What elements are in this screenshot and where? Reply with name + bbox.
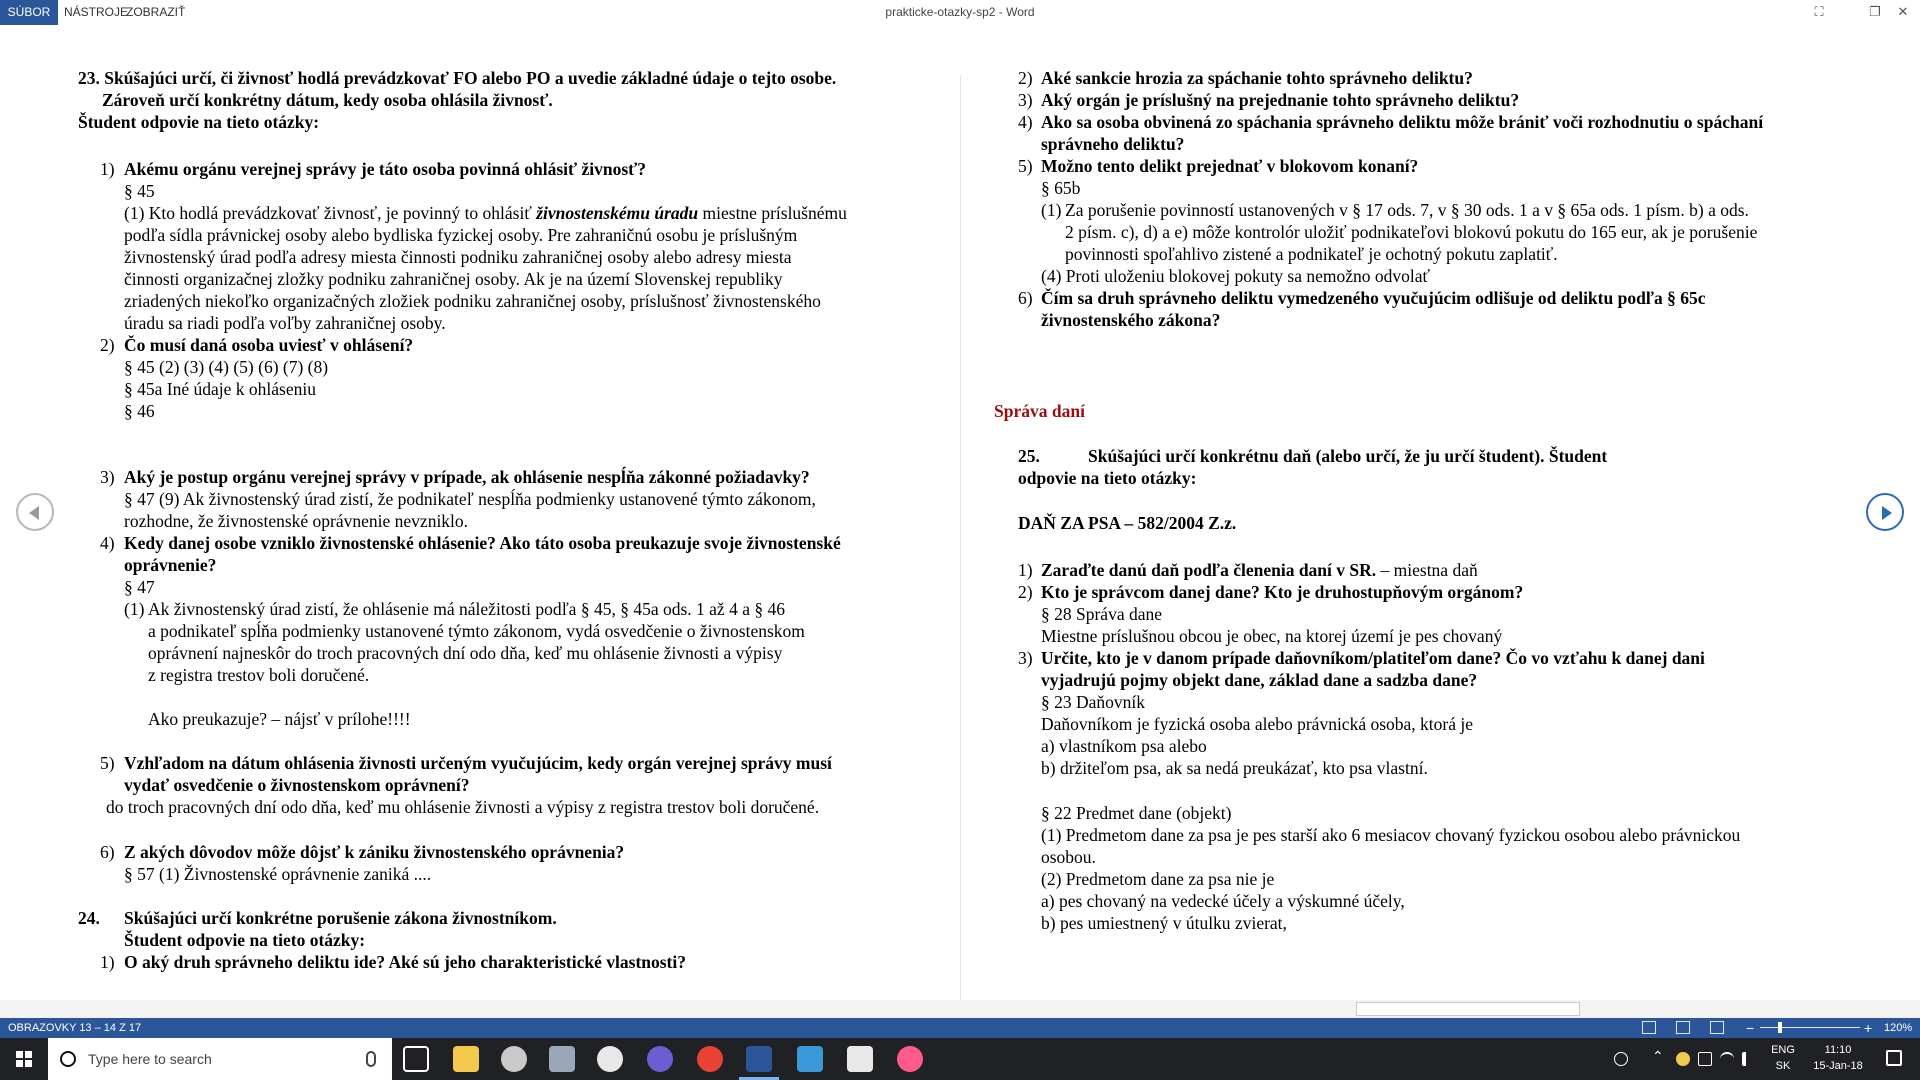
- student-answers-label: Študent odpovie na tieto otázky:: [124, 930, 366, 950]
- status-bar: [0, 1018, 1920, 1038]
- zoom-out-icon[interactable]: −: [1746, 1020, 1755, 1036]
- scrollbar-thumb[interactable]: [1356, 1002, 1580, 1016]
- item-number: 5): [1018, 156, 1033, 176]
- clock[interactable]: 11:10 15-Jan-18: [1813, 1044, 1863, 1072]
- screen-count: OBRAZOVKY 13 – 14 Z 17: [8, 1022, 142, 1034]
- answer-text: úradu sa riadi podľa voľby zahraničnej osoby.: [124, 313, 446, 333]
- question-25-number: 25.: [1018, 446, 1040, 466]
- file-explorer-icon[interactable]: [453, 1046, 479, 1072]
- question-text: Kto je správcom danej dane? Kto je druhostupňovým orgánom?: [1041, 582, 1524, 602]
- question-text: Ako sa osoba obvinená zo spáchania správneho deliktu môže brániť voči rozhodnutiu o spáchaní: [1041, 112, 1764, 132]
- mail-icon[interactable]: [847, 1046, 873, 1072]
- answer-text: oprávnení najneskôr do troch pracovných dní odo dňa, keď mu ohlásenie živnosti a výpisy: [148, 643, 783, 663]
- paragraph-ref: § 65b: [1041, 178, 1081, 198]
- item-number: 3): [1018, 648, 1033, 668]
- question-text: Vzhľadom na dátum ohlásenia živnosti určeným vyučujúcim, kedy orgán verejnej správy musí: [124, 753, 832, 773]
- question-text: Akému orgánu verejnej správy je táto osoba povinná ohlásiť živnosť?: [124, 159, 647, 179]
- menu-tools[interactable]: NÁSTROJE: [64, 5, 129, 19]
- answer-text: živnostenský úrad podľa adresy miesta činnosti podniku zahraničnej osoby alebo adresy miesta: [124, 247, 792, 267]
- menu-file[interactable]: SÚBOR: [0, 0, 58, 25]
- paragraph-ref: § 22 Predmet dane (objekt): [1041, 803, 1232, 823]
- cortana-icon: [60, 1051, 76, 1067]
- start-button[interactable]: [0, 1038, 48, 1080]
- question-text: Zaraďte danú daň podľa členenia daní v SR. – miestna daň: [1041, 560, 1478, 580]
- question-text: Z akých dôvodov môže dôjsť k zániku živnostenského oprávnenia?: [124, 842, 625, 862]
- app-icon[interactable]: [501, 1046, 527, 1072]
- chevron-up-icon[interactable]: ⌃: [1652, 1048, 1664, 1064]
- next-page-button[interactable]: [1866, 493, 1904, 531]
- word-icon[interactable]: [746, 1046, 772, 1072]
- item-number: 4): [100, 533, 115, 553]
- chrome-icon[interactable]: [697, 1046, 723, 1072]
- item-number: 1): [100, 952, 115, 972]
- question-text: správneho deliktu?: [1041, 134, 1185, 154]
- horizontal-scrollbar[interactable]: [0, 1000, 1920, 1018]
- answer-text: Ak živnostenský úrad zistí, že ohlásenie má náležitosti podľa § 45, § 45a ods. 1 až 4 a § 46: [148, 599, 785, 619]
- zoom-level[interactable]: 120%: [1884, 1022, 1913, 1034]
- paragraph-ref: § 23 Daňovník: [1041, 692, 1146, 712]
- question-24-heading: Skúšajúci určí konkrétne porušenie zákona živnostníkom.: [124, 908, 557, 928]
- item-number: 5): [100, 753, 115, 773]
- answer-text: b) pes umiestnený v útulku zvierat,: [1041, 913, 1287, 933]
- answer-text: do troch pracovných dní odo dňa, keď mu ohlásenie živnosti a výpisy z registra trestov boli doručené.: [106, 797, 820, 817]
- app-icon[interactable]: [549, 1046, 575, 1072]
- answer-text: b) držiteľom psa, ak sa nedá preukázať, kto psa vlastní.: [1041, 758, 1428, 778]
- question-text: vydať osvedčenie o živnostenskom oprávnení?: [124, 775, 470, 795]
- question-text: Kedy danej osobe vzniklo živnostenské ohlásenie? Ako táto osoba preukazuje svoje živnostenské: [124, 533, 841, 553]
- answer-text: a podnikateľ spĺňa podmienky ustanovené týmto zákonom, vydá osvedčenie o živnostenskom: [148, 621, 805, 641]
- search-placeholder: Type here to search: [88, 1051, 212, 1067]
- restore-window-icon[interactable]: ❐: [1869, 4, 1881, 19]
- answer-text: § 47 (9) Ak živnostenský úrad zistí, že podnikateľ nespĺňa podmienky ustanovené týmto zákonom,: [124, 489, 816, 509]
- item-number: 1): [100, 159, 115, 179]
- taskbar: [0, 1038, 1920, 1080]
- item-number: 2): [1018, 68, 1033, 88]
- zoom-slider-handle[interactable]: [1778, 1022, 1782, 1033]
- subitem-number: (1): [124, 599, 145, 619]
- app-icon[interactable]: [797, 1046, 823, 1072]
- chevron-right-icon: [1882, 506, 1892, 520]
- paragraph-ref: § 28 Správa dane: [1041, 604, 1163, 624]
- answer-text: (4) Proti uloženiu blokovej pokuty sa nemožno odvolať: [1041, 266, 1431, 286]
- section-heading: Správa daní: [994, 401, 1085, 421]
- chevron-left-icon: [29, 506, 39, 520]
- question-text: oprávnenie?: [124, 555, 217, 575]
- read-mode-icon[interactable]: [1642, 1021, 1656, 1034]
- question-23-heading-cont: Zároveň určí konkrétny dátum, kedy osoba ohlásila živnosť.: [102, 90, 553, 110]
- battery-icon[interactable]: [1698, 1052, 1712, 1066]
- windows-icon: [16, 1051, 32, 1067]
- question-text: Čím sa druh správneho deliktu vymedzeného vyučujúcim odlišuje od deliktu podľa § 65c: [1041, 288, 1706, 308]
- question-text: Aký je postup orgánu verejnej správy v prípade, ak ohlásenie nespĺňa zákonné požiadavky?: [124, 467, 810, 487]
- note-text: Ako preukazuje? – nájsť v prílohe!!!!: [148, 709, 411, 729]
- item-number: 3): [1018, 90, 1033, 110]
- itunes-icon[interactable]: [897, 1046, 923, 1072]
- item-number: 1): [1018, 560, 1033, 580]
- task-view-icon[interactable]: [403, 1046, 429, 1072]
- item-number: 2): [100, 335, 115, 355]
- people-icon[interactable]: [1614, 1052, 1628, 1066]
- question-text: Aké sankcie hrozia za spáchanie tohto správneho deliktu?: [1041, 68, 1473, 88]
- question-text: Určite, kto je v danom prípade daňovníkom/platiteľom dane? Čo vo vzťahu k danej dani: [1041, 648, 1705, 668]
- question-24-number: 24.: [78, 908, 100, 928]
- subitem-number: (1): [1041, 200, 1062, 220]
- item-number: 3): [100, 467, 115, 487]
- language-indicator[interactable]: ENG SK: [1771, 1044, 1795, 1072]
- zoom-in-icon[interactable]: +: [1864, 1020, 1873, 1036]
- volume-icon[interactable]: [1742, 1052, 1756, 1066]
- answer-text: Miestne príslušnou obcou je obec, na ktorej území je pes chovaný: [1041, 626, 1503, 646]
- answer-text: a) vlastníkom psa alebo: [1041, 736, 1207, 756]
- microphone-icon[interactable]: [366, 1051, 376, 1067]
- print-layout-icon[interactable]: [1676, 1021, 1690, 1034]
- tray-app-icon[interactable]: [1676, 1052, 1690, 1066]
- answer-text: Daňovníkom je fyzická osoba alebo právnická osoba, ktorá je: [1041, 714, 1474, 734]
- title-bar: [0, 0, 1920, 25]
- paragraph-ref: § 45 (2) (3) (4) (5) (6) (7) (8): [124, 357, 329, 377]
- question-23-heading: 23. Skúšajúci určí, či živnosť hodlá prevádzkovať FO alebo PO a uvedie základné údaje o tejto osobe.: [78, 68, 837, 88]
- paragraph-ref: § 46: [124, 401, 155, 421]
- answer-text: rozhodne, že živnostenské oprávnenie nevzniklo.: [124, 511, 469, 531]
- student-answers-label: odpovie na tieto otázky:: [1018, 468, 1197, 488]
- app-icon[interactable]: [647, 1046, 673, 1072]
- fullscreen-icon[interactable]: ⛶: [1814, 4, 1824, 19]
- item-number: 4): [1018, 112, 1033, 132]
- zoom-slider[interactable]: [1760, 1027, 1860, 1028]
- answer-text: podľa sídla právnickej osoby alebo bydliska fyzickej osoby. Pre zahraničnú osobu je príslušným: [124, 225, 798, 245]
- item-number: 6): [1018, 288, 1033, 308]
- question-text: Čo musí daná osoba uviesť v ohlásení?: [124, 335, 414, 355]
- taskbar-search[interactable]: [48, 1038, 392, 1080]
- steam-icon[interactable]: [597, 1046, 623, 1072]
- answer-text: (1) Kto hodlá prevádzkovať živnosť, je povinný to ohlásiť živnostenskému úradu miestne príslušnému: [124, 203, 847, 223]
- answer-text: a) pes chovaný na vedecké účely a výskumné účely,: [1041, 891, 1405, 911]
- question-25-heading: Skúšajúci určí konkrétnu daň (alebo určí, že ju určí študent). Študent: [1088, 446, 1608, 466]
- tax-title: DAŇ ZA PSA – 582/2004 Z.z.: [1018, 513, 1237, 533]
- notification-icon[interactable]: [1886, 1050, 1902, 1066]
- answer-text: Za porušenie povinností ustanovených v § 17 ods. 7, v § 30 ods. 1 a v § 65a ods. 1 písm. b) a ods.: [1065, 200, 1749, 220]
- column-divider: [960, 75, 961, 1000]
- answer-text: zriadených niekoľko organizačných zložiek podniku zahraničnej osoby, príslušnosť živnostenského: [124, 291, 821, 311]
- student-answers-label: Študent odpovie na tieto otázky:: [78, 112, 320, 132]
- answer-text: činnosti organizačnej zložky podniku zahraničnej osoby. Ak je na území Slovenskej republiky: [124, 269, 783, 289]
- question-text: živnostenského zákona?: [1041, 310, 1221, 330]
- paragraph-ref: § 45a Iné údaje k ohláseniu: [124, 379, 316, 399]
- menu-view[interactable]: ZOBRAZIŤ: [126, 5, 186, 19]
- question-text: O aký druh správneho deliktu ide? Aké sú jeho charakteristické vlastnosti?: [124, 952, 686, 972]
- document-page: [0, 25, 1920, 1000]
- web-layout-icon[interactable]: [1710, 1021, 1724, 1034]
- paragraph-ref: § 47: [124, 577, 155, 597]
- paragraph-ref: § 45: [124, 181, 155, 201]
- answer-text: (2) Predmetom dane za psa nie je: [1041, 869, 1275, 889]
- question-text: Aký orgán je príslušný na prejednanie tohto správneho deliktu?: [1041, 90, 1520, 110]
- answer-text: povinnosti spoľahlivo zistené a podnikateľ je ochotný pokutu zaplatiť.: [1065, 244, 1558, 264]
- answer-text: 2 písm. c), d) a e) môže kontrolór uložiť podnikateľovi blokovú pokutu do 165 eur, ak je porušenie: [1065, 222, 1758, 242]
- answer-text: (1) Predmetom dane za psa je pes starší ako 6 mesiacov chovaný fyzickou osobou alebo právnickou: [1041, 825, 1741, 845]
- document-title: prakticke-otazky-sp2 - Word: [885, 5, 1035, 19]
- answer-text: § 57 (1) Živnostenské oprávnenie zaniká ....: [124, 864, 432, 884]
- wifi-icon[interactable]: [1720, 1052, 1734, 1066]
- question-text: Možno tento delikt prejednať v blokovom konaní?: [1041, 156, 1419, 176]
- item-number: 6): [100, 842, 115, 862]
- close-window-icon[interactable]: ✕: [1897, 4, 1909, 19]
- answer-text: osobou.: [1041, 847, 1096, 867]
- item-number: 2): [1018, 582, 1033, 602]
- answer-text: z registra trestov boli doručené.: [148, 665, 370, 685]
- question-text: vyjadrujú pojmy objekt dane, základ dane a sadzba dane?: [1041, 670, 1478, 690]
- previous-page-button[interactable]: [16, 493, 54, 531]
